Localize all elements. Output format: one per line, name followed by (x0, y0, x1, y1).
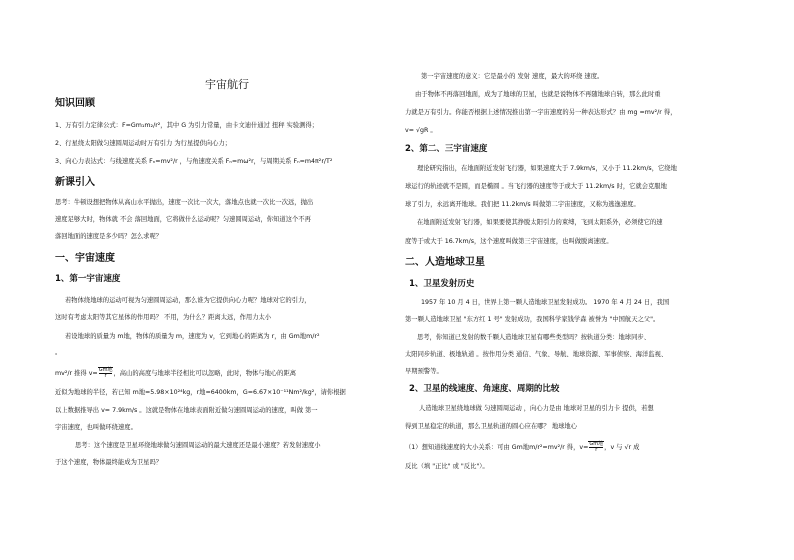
right-line-13: 太阳同步轨道、极地轨道 。按作用分类 通信、气象、导航、地球资源、军事侦察、海洋监视、 (405, 351, 668, 358)
review-line-3: 3、向心力表达式：与线速度关系 Fₙ=mv²/r ，与角速度关系 Fₙ=mω²r，与周期关系 Fₙ=m4π²r/T² (55, 158, 333, 165)
right-line-8: 在地面附近发射飞行器，如果要使其挣脱太阳引力的束缚，飞到太阳系外，必须使它的速 (417, 219, 663, 226)
sqrt-formula-2 (588, 441, 604, 453)
right-line-16: 得到卫星稳定的轨道，那么卫星轨道的圆心应在哪？ 地球地心 (405, 423, 578, 430)
subsection-2-heading: 2、第二、三宇宙速度 (405, 144, 488, 154)
sqrt-formula (98, 367, 114, 379)
right-line-9: 度等于或大于 16.7km/s，这个速度叫做第三宇宙速度，也叫做脱离速度。 (405, 238, 613, 245)
right-line-15: 人造地球卫星绕地球做 匀速圆周运动 ，向心力是由 地球对卫星的引力卡 提供，若想 (419, 405, 654, 412)
para-line-10: 于这个速度，物体最终能成为卫星吗？ (55, 459, 163, 466)
subsection-3-heading: 1、卫星发射历史 (409, 279, 475, 289)
para-line-9: 思考：这个速度是卫星环绕地球做匀速圆周运动的最大速度还是最小速度？若发射速度小 (75, 442, 321, 449)
right-line-14: 早期预警等。 (405, 368, 443, 375)
para-line-5-start: mv²/r 推得 v= (55, 370, 98, 377)
fraction-denominator: r (104, 373, 107, 379)
intro-heading: 新课引入 (55, 177, 95, 188)
para-line-8: 宇宙速度，也叫做环绕速度。 (55, 424, 137, 431)
page-title: 宇宙航行 (205, 78, 249, 91)
subsection-4-heading: 2、卫星的线速度、角速度、周期的比较 (409, 384, 560, 394)
right-line-3: 力就是万有引力。你能否根据上述情况推出第一宇宙速度的另一种表达形式？由 mg =mv²/r 得， (405, 109, 677, 116)
para-line-4: 。 (55, 349, 62, 356)
para-line-2: 这时有考虑太阳等其它星体的作用吗？ 不用，为什么？距离太远，作用力太小 (55, 314, 272, 321)
right-line-4: v= √gR 。 (405, 127, 437, 134)
section-1-heading: 一、宇宙速度 (55, 253, 115, 264)
right-line-17 (405, 441, 639, 453)
fraction-2-denominator: r (595, 447, 598, 453)
fraction (99, 368, 113, 379)
para-line-7: 以上数据推导出 v= 7.9km/s 。这就是物体在地球表面附近做匀速圆周运动的速度，叫做 第一 (55, 407, 318, 414)
para-line-3: 若设地球的质量为 m地，物体的质量为 m，速度为 v，它到地心的距离为 r，由 Gm地m/r² (65, 333, 320, 340)
fraction-2-numerator: Gm地 (589, 441, 604, 447)
right-line-2: 由于物体不再落回地面，成为了地球的卫星，也就是说物体不再随地球自转，那么此时重 (415, 91, 661, 98)
subsection-1-heading: 1、第一宇宙速度 (55, 274, 121, 284)
right-line-7: 球了引力，永远离开地球。我们把 11.2km/s 叫做第二宇宙速度，又称为逃逸速度。 (405, 201, 640, 208)
right-line-5: 理论研究指出，在地面附近发射飞行器，如果速度大于 7.9km/s，又小于 11.2km/s，它绕地 (417, 165, 677, 172)
review-line-1: 1、万有引力定律公式：F=Gm₁m₂/r²，其中 G 为引力常量，由卡文迪什通过 扭秤 实验测得； (55, 122, 319, 129)
right-line-6: 球运行的轨迹就不是圆，而是椭圆 。当飞行器的速度等于或大于 11.2km/s 时，它就会克服地 (405, 183, 667, 190)
para-line-1: 若物体绕地球的运动可视为匀速圆周运动，那么谁为它提供向心力呢？地球对它的引力， (65, 297, 311, 304)
right-line-10: 1957 年 10 月 4 日，世界上第一颗人造地球卫星发射成功。 1970 年 4 月 24 日，我国 (421, 299, 670, 306)
para-line-5 (55, 367, 296, 379)
fraction-2 (589, 442, 603, 453)
intro-line-1: 思考：牛顿设想把物体从高山水平抛出，速度一次比一次大，落地点也就一次比一次远，抛出 (55, 199, 314, 206)
right-line-17-end: ，v 与 √r 成 (604, 444, 640, 451)
intro-line-3: 落回地面的速度是多少吗？怎么求呢？ (55, 233, 163, 240)
right-line-12: 思考，你知道已发射的数千颗人造地球卫星有哪些类型吗？按轨道分类：地球同步、 (417, 334, 650, 341)
fraction-numerator: Gm地 (98, 367, 113, 373)
para-line-6: 近似为地球的半径，若已知 m地=5.98×10²⁴kg，r地=6400km，G=6.67×10⁻¹¹Nm²/kg²，请你根据 (55, 389, 346, 396)
right-line-18: 反比（填 "正比" 或 "反比"）。 (405, 463, 489, 470)
intro-line-2: 速度足够大时，物体就 不会 落回地面，它将做什么运动呢？匀速圆周运动，你知道这个不再 (55, 216, 311, 223)
para-line-5-end: ，高山的高度与地球半径相比可以忽略，此时，物体与地心的距离 (113, 370, 297, 377)
review-heading: 知识回顾 (55, 98, 95, 109)
review-line-2: 2、行星绕太阳做匀速圆周运动时万有引力 为行星提供向心力； (55, 140, 232, 147)
right-line-11: 第一颗人造地球卫星 "东方红 1 号" 发射成功，我国科学家钱学森 被誉为 "中国航天之父"。 (405, 316, 660, 323)
right-line-17-start: （1）想知道线速度的大小关系：可由 Gm地m/r²=mv²/r 得，v= (405, 444, 589, 451)
section-2-heading: 二、人造地球卫星 (405, 257, 485, 268)
right-line-1: 第一宇宙速度的意义：它是最小的 发射 速度，最大的环绕 速度。 (421, 73, 604, 80)
